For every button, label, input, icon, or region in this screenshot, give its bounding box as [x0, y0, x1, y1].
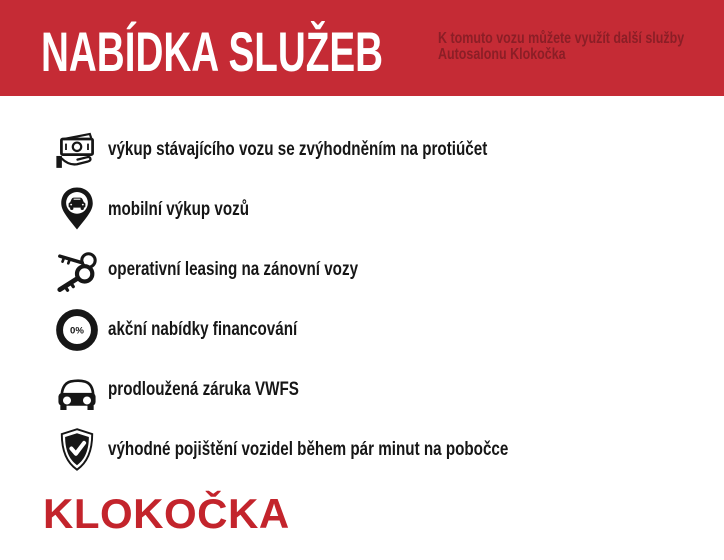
header-subtitle-line2: Autosalonu Klokočka [438, 45, 566, 63]
service-row-financing [0, 300, 724, 360]
service-label: operativní leasing na zánovní vozy [108, 259, 359, 280]
zero-percent-icon [50, 301, 104, 359]
car-icon [50, 361, 104, 419]
header-subtitle [438, 31, 684, 62]
header-banner [0, 0, 724, 96]
zero-percent-label: 0% [70, 325, 84, 337]
car-keys-icon [50, 241, 104, 299]
location-pin-car-icon [50, 181, 104, 239]
shield-check-icon [50, 421, 104, 479]
service-row-warranty [0, 360, 724, 420]
header-subtitle-line1: K tomuto vozu můžete využít další služby [438, 30, 685, 47]
service-label: výhodné pojištění vozidel během pár minut na pobočce [108, 439, 509, 460]
service-row-leasing [0, 240, 724, 300]
cash-in-hand-icon [50, 121, 104, 179]
service-label: výkup stávajícího vozu se zvýhodněním na protiúčet [108, 139, 488, 160]
page-title: NABÍDKA SLUŽEB [41, 20, 384, 83]
service-row-insurance [0, 420, 724, 480]
service-row-buyback [0, 120, 724, 180]
service-list [0, 120, 724, 480]
service-label: mobilní výkup vozů [108, 199, 250, 220]
klokocka-logo: KLOKOČKA [43, 490, 290, 537]
service-row-mobile-buyback [0, 180, 724, 240]
service-label: akční nabídky financování [108, 319, 298, 340]
service-label: prodloužená záruka VWFS [108, 379, 299, 400]
